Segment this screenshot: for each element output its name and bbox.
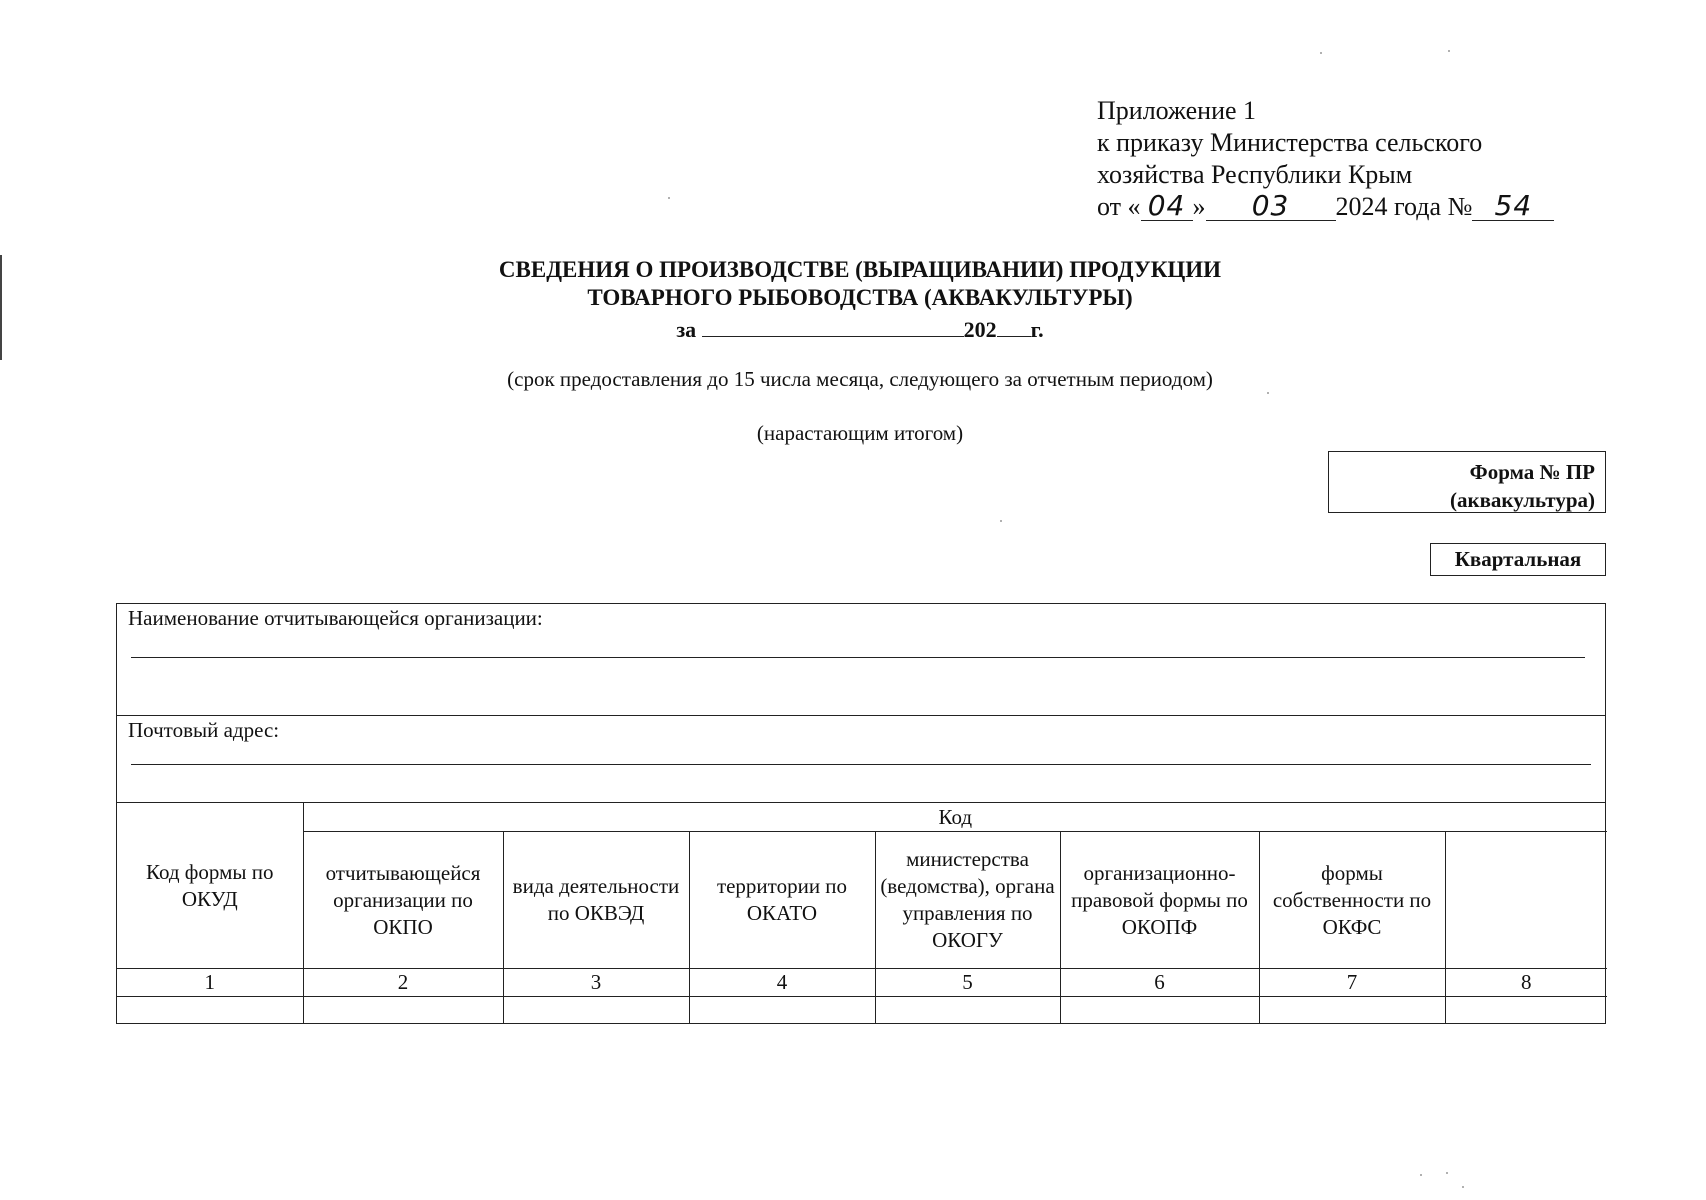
document-title xyxy=(0,256,1706,344)
code-group-header: Код xyxy=(303,803,1607,832)
date-year-text: 2024 года № xyxy=(1335,192,1473,221)
okogu-header: министерства (ведомства), органа управления по ОКОГУ xyxy=(875,832,1060,969)
column-number: 5 xyxy=(875,969,1060,997)
organization-info-table xyxy=(116,603,1606,1024)
form-number-box xyxy=(1328,451,1606,513)
scan-speck xyxy=(1320,52,1322,54)
column-number: 1 xyxy=(117,969,303,997)
date-day-close: » xyxy=(1192,192,1206,221)
title-line-1: СВЕДЕНИЯ О ПРОИЗВОДСТВЕ (ВЫРАЩИВАНИИ) ПРОДУКЦИИ xyxy=(498,257,1222,282)
codes-table xyxy=(117,803,1607,1023)
okfs-header: формы собственности по ОКФС xyxy=(1259,832,1445,969)
deadline-note: (срок предоставления до 15 числа месяца, следующего за отчетным периодом) xyxy=(507,367,1213,391)
reporting-period-line xyxy=(0,314,1706,344)
column-number: 2 xyxy=(303,969,503,997)
column-8-code-cell[interactable] xyxy=(1445,997,1607,1024)
appendix-block xyxy=(1097,95,1554,223)
postal-address-field[interactable] xyxy=(131,764,1591,765)
organization-name-section xyxy=(117,604,1605,716)
cumulative-note: (нарастающим итогом) xyxy=(756,421,964,445)
appendix-order-line: к приказу Министерства сельского xyxy=(1097,128,1483,157)
scan-speck xyxy=(668,197,670,199)
okfs-code-cell[interactable] xyxy=(1259,997,1445,1024)
okogu-code-cell[interactable] xyxy=(875,997,1060,1024)
okud-header: Код формы по ОКУД xyxy=(117,803,303,969)
okpo-header: отчитывающейся организации по ОКПО xyxy=(303,832,503,969)
column-number: 3 xyxy=(503,969,689,997)
year-suffix: г. xyxy=(1030,317,1044,342)
organization-name-label: Наименование отчитывающейся организации: xyxy=(128,606,543,630)
form-type: (аквакультура) xyxy=(1449,488,1595,512)
appendix-ministry-line: хозяйства Республики Крым xyxy=(1097,160,1413,189)
okopf-code-cell[interactable] xyxy=(1060,997,1259,1024)
form-number: Форма № ПР xyxy=(1469,460,1595,484)
title-line-2: ТОВАРНОГО РЫБОВОДСТВА (АКВАКУЛЬТУРЫ) xyxy=(587,285,1133,310)
okud-code-cell[interactable] xyxy=(117,997,303,1024)
scan-speck xyxy=(1420,1174,1422,1176)
postal-address-section xyxy=(117,716,1605,803)
appendix-date-line xyxy=(1097,191,1554,223)
period-blank xyxy=(702,314,964,337)
scan-speck xyxy=(1267,392,1269,394)
organization-name-field[interactable] xyxy=(131,657,1585,658)
okato-header: территории по ОКАТО xyxy=(689,832,875,969)
scan-speck xyxy=(1000,520,1002,522)
scan-speck xyxy=(1448,50,1450,52)
periodicity-box: Квартальная xyxy=(1430,543,1606,576)
appendix-title: Приложение 1 xyxy=(1097,96,1257,125)
column-number: 8 xyxy=(1445,969,1607,997)
for-label: за xyxy=(676,317,697,342)
scan-speck xyxy=(1462,1186,1464,1188)
postal-address-label: Почтовый адрес: xyxy=(128,718,280,742)
year-prefix: 202 xyxy=(963,317,997,342)
year-blank xyxy=(997,314,1031,337)
okato-code-cell[interactable] xyxy=(689,997,875,1024)
okopf-header: организационно-правовой формы по ОКОПФ xyxy=(1060,832,1259,969)
date-prefix: от « xyxy=(1097,192,1141,221)
okved-code-cell[interactable] xyxy=(503,997,689,1024)
scan-speck xyxy=(1446,1172,1448,1174)
date-month-handwritten: 03 xyxy=(1206,192,1336,221)
date-day-handwritten: 04 xyxy=(1141,192,1193,221)
okpo-code-cell[interactable] xyxy=(303,997,503,1024)
order-number-handwritten: 54 xyxy=(1472,192,1554,221)
column-number: 6 xyxy=(1060,969,1259,997)
okved-header: вида деятельности по ОКВЭД xyxy=(503,832,689,969)
column-8-header xyxy=(1445,832,1607,969)
column-number: 4 xyxy=(689,969,875,997)
column-number: 7 xyxy=(1259,969,1445,997)
